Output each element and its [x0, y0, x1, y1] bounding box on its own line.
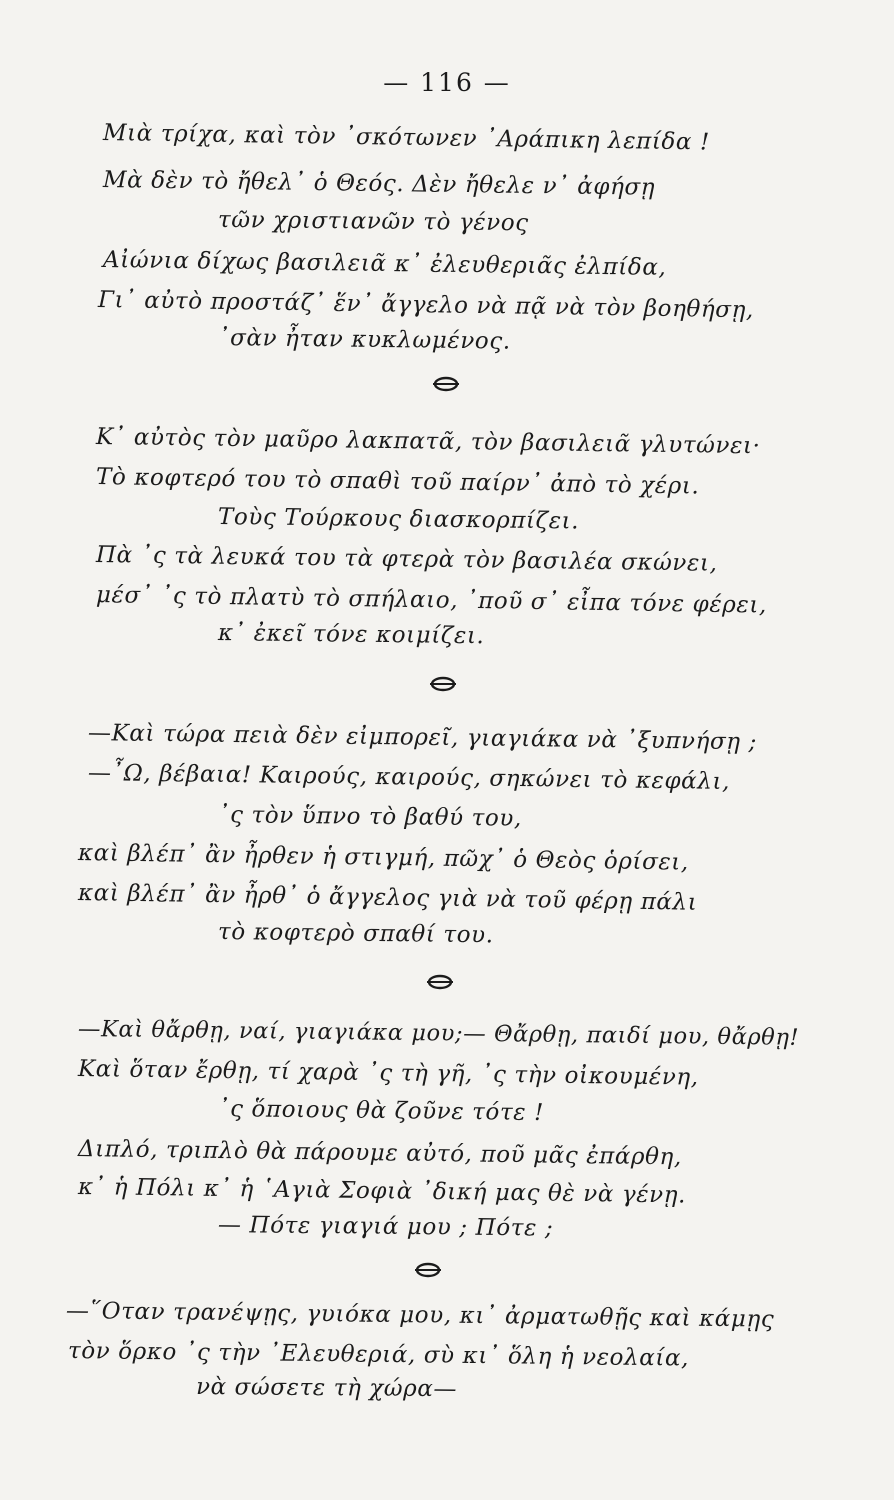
- verse-line: καὶ βλέπ᾿ ἂν ἦρθ᾿ ὁ ἄγγελος γιὰ νὰ τοῦ φέρῃ πάλι: [77, 880, 698, 916]
- verse-line: τὸν ὅρκο ᾿ς τὴν ᾿Ελευθεριά, σὺ κι᾿ ὅλη ἡ νεολαία,: [67, 1338, 690, 1372]
- verse-line: Κ᾿ αὐτὸς τὸν μαῦρο λακπατᾶ, τὸν βασιλειᾶ γλυτώνει·: [95, 424, 761, 460]
- verse-line: μέσ᾿ ᾿ς τὸ πλατὺ τὸ σπήλαιο, ᾿ποῦ σ᾿ εἶπα τόνε φέρει,: [95, 582, 768, 619]
- verse-line: κ᾿ ἡ Πόλι κ᾿ ἡ ῾Αγιὰ Σοφιὰ ᾿δική μας θὲ νὰ γένῃ.: [77, 1174, 687, 1209]
- verse-line: ᾿σὰν ἦταν κυκλωμένος.: [217, 325, 511, 355]
- verse-line: τῶν χριστιανῶν τὸ γένος: [217, 207, 529, 237]
- verse-line: —Καὶ τώρα πειὰ δὲν εἰμπορεῖ, γιαγιάκα νὰ ᾿ξυπνήσῃ ;: [87, 720, 758, 756]
- verse-line: —῏Ω, βέβαια! Καιρούς, καιρούς, σηκώνει τὸ κεφάλι,: [87, 760, 731, 795]
- ornament-divider-icon: [428, 676, 458, 692]
- verse-line: νὰ σώσετε τὴ χώρα—: [195, 1374, 458, 1403]
- verse-line: Καὶ ὅταν ἔρθῃ, τί χαρὰ ᾿ς τὴ γῆ, ᾿ς τὴν οἰκουμένη,: [77, 1056, 699, 1091]
- verse-line: κ᾿ ἐκεῖ τόνε κοιμίζει.: [217, 620, 485, 650]
- verse-line: τὸ κοφτερὸ σπαθί του.: [217, 919, 494, 949]
- verse-line: Μιὰ τρίχα, καὶ τὸν ᾿σκότωνεν ᾿Αράπικη λεπίδα !: [102, 120, 710, 156]
- verse-line: Διπλό, τριπλὸ θὰ πάρουμε αὐτό, ποῦ μᾶς ἐπάρθη,: [77, 1136, 683, 1171]
- verse-line: —῞Οταν τρανέψῃς, γυιόκα μου, κι᾿ ἀρματωθῇς καὶ κάμῃς: [65, 1298, 775, 1333]
- verse-line: Πὰ ᾿ς τὰ λευκά του τὰ φτερὰ τὸν βασιλέα σκώνει,: [95, 542, 718, 577]
- verse-line: ᾿ς τὸν ὕπνο τὸ βαθύ του,: [217, 802, 523, 832]
- verse-line: Τὸ κοφτερό του τὸ σπαθὶ τοῦ παίρν᾿ ἀπὸ τὸ χέρι.: [95, 464, 700, 500]
- verse-line: Αἰώνια δίχως βασιλειᾶ κ᾿ ἐλευθεριᾶς ἐλπίδα,: [102, 247, 667, 281]
- verse-line: ᾿ς ὅποιους θὰ ζοῦνε τότε !: [217, 1096, 545, 1126]
- verse-line: καὶ βλέπ᾿ ἂν ἦρθεν ἡ στιγμή, πῶχ᾿ ὁ Θεὸς ὁρίσει,: [77, 840, 690, 876]
- ornament-divider-icon: [413, 1262, 443, 1278]
- page-number: — 116 —: [383, 68, 511, 97]
- verse-line: Μὰ δὲν τὸ ἤθελ᾿ ὁ Θεός. Δὲν ἤθελε ν᾿ ἀφήσῃ: [102, 167, 656, 201]
- verse-line: —Καὶ θἄρθῃ, ναί, γιαγιάκα μου;— Θἄρθῃ, παιδί μου, θἄρθῃ!: [77, 1016, 800, 1051]
- verse-line: Τοὺς Τούρκους διασκορπίζει.: [217, 504, 580, 535]
- verse-line: — Πότε γιαγιά μου ; Πότε ;: [217, 1212, 554, 1242]
- verse-line: Γι᾿ αὐτὸ προστάζ᾿ ἕν᾿ ἄγγελο νὰ πᾷ νὰ τὸν βοηθήσῃ,: [97, 287, 755, 324]
- ornament-divider-icon: [431, 376, 461, 392]
- ornament-divider-icon: [425, 974, 455, 990]
